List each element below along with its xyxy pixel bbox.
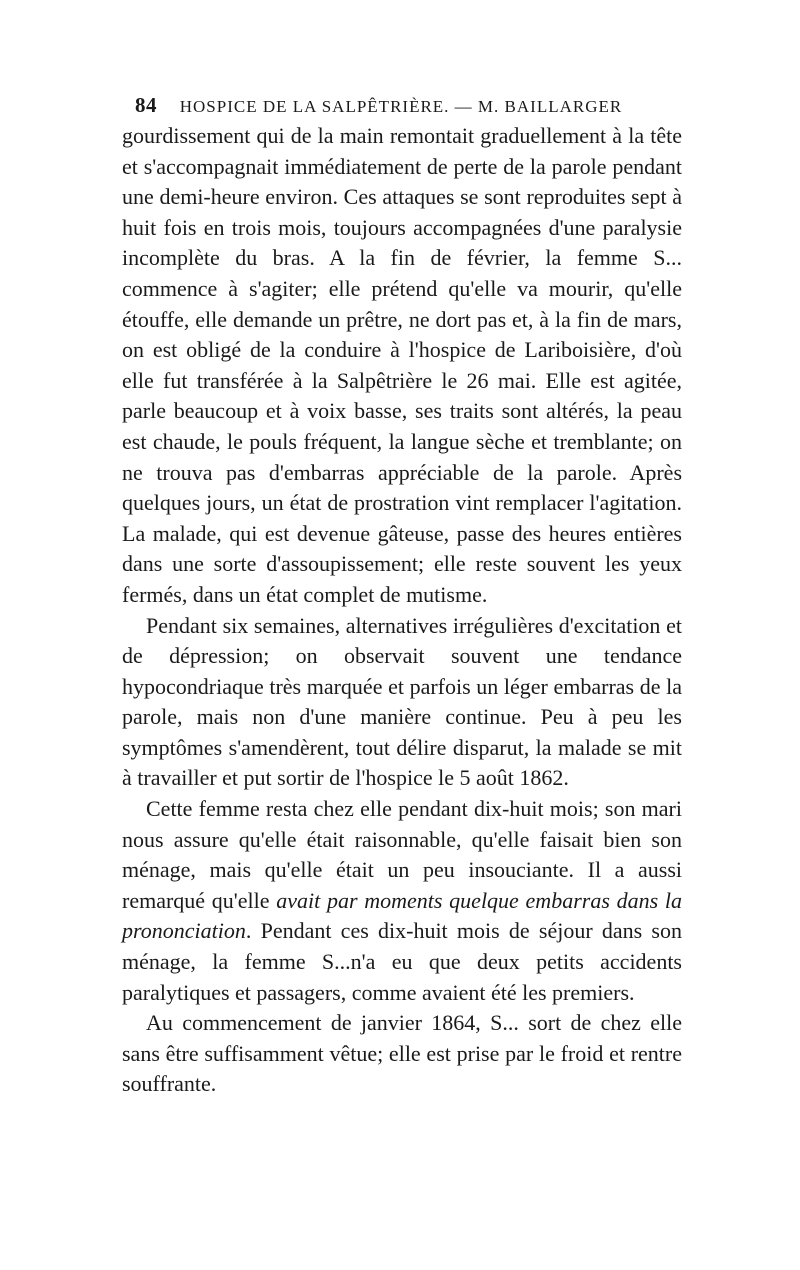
italic-quote: avait par moments quelque embarras dans la prononciation [122,887,682,944]
running-header [135,93,675,118]
paragraph: Au commencement de janvier 1864, S... sort de chez elle sans être suffisamment vêtue; elle est prise par le froid et rentre souffrante. [122,1010,682,1097]
paragraph-text: . Pendant ces dix-huit mois de séjour dans son ménage, la femme S...n'a eu que deux petits accidents paralytiques et passagers, comme avaient été les premiers. [122,918,682,1005]
body-text [122,121,682,1100]
paragraph: gourdissement qui de la main remontait graduellement à la tête et s'accompagnait immédiatement de perte de la parole pendant une demi-heure environ. Ces attaques se sont reproduites sept à huit fois en trois mois, toujours accompagnées d'une paralysie incomplète du bras. A la fin de février, la femme S... commence à s'agiter; elle prétend qu'elle va mourir, qu'elle étouffe, elle demande un prêtre, ne dort pas et, à la fin de mars, on est obligé de la conduire à l'hospice de Lariboisière, d'où elle fut transférée à la Salpêtrière le 26 mai. Elle est agitée, parle beaucoup et à voix basse, ses traits sont altérés, la peau est chaude, le pouls fréquent, la langue sèche et tremblante; on ne trouva pas d'embarras appréciable de la parole. Après quelques jours, un état de prostration vint remplacer l'agitation. La malade, qui est devenue gâteuse, passe des heures entières dans une sorte d'assoupissement; elle reste souvent les yeux fermés, dans un état complet de mutisme. [122,123,682,607]
running-title: HOSPICE DE LA SALPÊTRIÈRE. — M. BAILLARGER [179,97,623,116]
page-number: 84 [135,93,157,117]
paragraph-text: Cette femme resta chez elle pendant dix-huit mois; son mari nous assure qu'elle était raisonnable, qu'elle faisait bien son ménage, mais qu'elle était un peu insouciante. Il a aussi remarqué qu'elle [122,796,682,913]
paragraph [122,794,682,1008]
paragraph: Pendant six semaines, alternatives irrégulières d'excitation et de dépression; on observait souvent une tendance hypocondriaque très marquée et parfois un léger embarras de la parole, mais non d'une manière continue. Peu à peu les symptômes s'amendèrent, tout délire disparut, la malade se mit à travailler et put sortir de l'hospice le 5 août 1862. [122,612,682,791]
